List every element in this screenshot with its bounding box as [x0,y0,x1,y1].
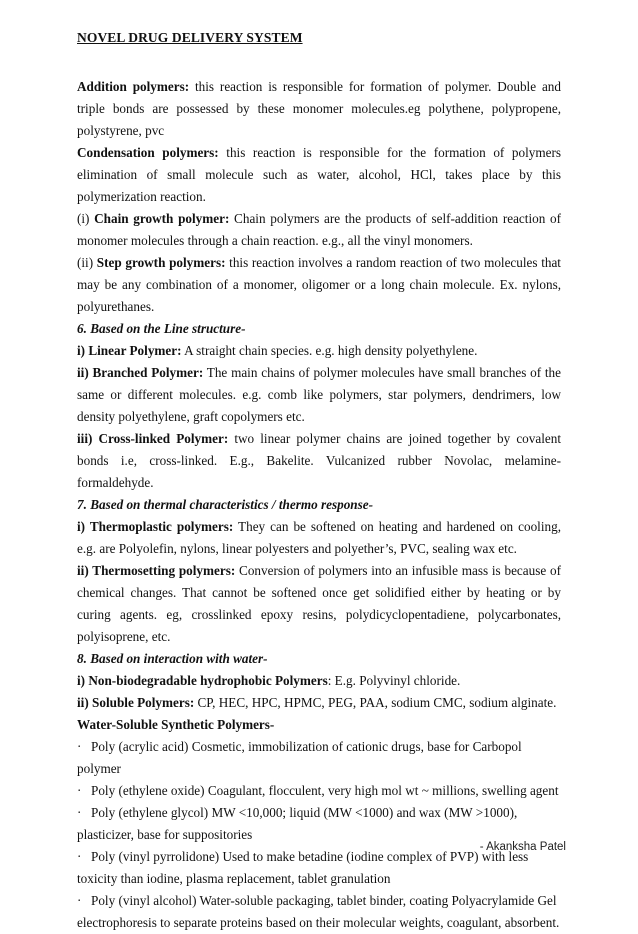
paragraph-step-growth [77,252,561,318]
paragraph-addition-polymers [77,76,561,142]
bullet-dot: · [77,783,82,798]
term-label: Condensation polymers: [77,145,219,160]
term-text: this reaction involves a random reaction of two molecules that may be any combination of a monomer, oligomer or a long chain molecule. Ex. nylons, polyurethanes. [77,255,561,314]
term-text: Conversion of polymers into an infusible mass is because of chemical changes. That cannot be softened once get solidified either by heating or by curing agents. eg, crosslinked epoxy resins, polydicyclopentadiene, polycarbonates, polyisoprene, etc. [77,563,561,644]
term-label: i) Linear Polymer: [77,343,182,358]
term-label: ii) Thermosetting polymers: [77,563,236,578]
term-text: A straight chain species. e.g. high density polyethylene. [181,343,478,358]
list-item-text: Poly (vinyl alcohol) Water-soluble packaging, tablet binder, coating Polyacrylamide Gel electrophoresis to separate proteins based on their molecular weights, coagulant, absorbent. [77,893,560,930]
paragraph-thermoplastic [77,516,561,560]
list-item-text: Poly (acrylic acid) Cosmetic, immobilization of cationic drugs, base for Carbopol polymer [77,739,522,776]
list-item [77,780,561,802]
list-item [77,802,561,846]
term-text: They can be softened on heating and hardened on cooling, e.g. are Polyolefin, nylons, linear polyesters and polyether’s, PVC, sealing wax etc. [77,519,561,556]
section-heading-8: 8. Based on interaction with water- [77,651,268,666]
list-item-text: Poly (ethylene oxide) Coagulant, flocculent, very high mol wt ~ millions, swelling agent [91,783,559,798]
term-label: iii) Cross-linked Polymer: [77,431,229,446]
term-label: Step growth polymers: [96,255,226,270]
term-text: this reaction is responsible for the formation of polymers elimination of small molecule such as water, alcohol, HCl, takes place by this polymerization reaction. [77,145,561,204]
term-text: this reaction is responsible for formation of polymer. Double and triple bonds are possessed by these monomer molecules.eg polythene, polypropene, polystyrene, pvc [77,79,561,138]
list-item-text: Poly (vinyl pyrrolidone) Used to make betadine (iodine complex of PVP) with less toxicity than iodine, plasma replacement, tablet granulation [77,849,529,886]
term-text: Chain polymers are the products of self-addition reaction of monomer molecules through a chain reaction. e.g., all the vinyl monomers. [77,211,561,248]
term-text: The main chains of polymer molecules have small branches of the same or different molecules. e.g. comb like polymers, star polymers, dendrimers, low density polyethylene, graft copolymers etc. [77,365,561,424]
list-item [77,890,561,934]
term-label: Chain growth polymer: [94,211,230,226]
bullet-dot: · [77,805,82,820]
paragraph-non-biodegradable [77,670,561,692]
paragraph-thermosetting [77,560,561,648]
paragraph-branched-polymer [77,362,561,428]
term-text: CP, HEC, HPC, HPMC, PEG, PAA, sodium CMC, sodium alginate. [194,695,557,710]
paragraph-chain-growth [77,208,561,252]
paragraph-soluble-polymers [77,692,561,714]
term-label: i) Thermoplastic polymers: [77,519,234,534]
item-prefix: (i) [77,211,95,226]
footer-author: - Akanksha Patel [479,841,566,853]
list-item-text: Poly (ethylene glycol) MW <10,000; liquid (MW <1000) and wax (MW >1000), plasticizer, base for suppositories [77,805,518,842]
item-prefix: (ii) [77,255,97,270]
page-header-title: NOVEL DRUG DELIVERY SYSTEM [77,30,303,45]
term-label: Addition polymers: [77,79,190,94]
document-body [77,76,561,934]
term-label: i) Non-biodegradable hydrophobic Polymers [77,673,328,688]
bullet-dot: · [77,893,82,908]
paragraph-linear-polymer [77,340,561,362]
list-item [77,736,561,780]
section-heading-6: 6. Based on the Line structure- [77,321,246,336]
subheading-water-soluble: Water-Soluble Synthetic Polymers- [77,717,275,732]
bullet-dot: · [77,739,82,754]
term-label: ii) Soluble Polymers: [77,695,195,710]
section-heading-7: 7. Based on thermal characteristics / thermo response- [77,497,373,512]
paragraph-condensation-polymers [77,142,561,208]
paragraph-crosslinked-polymer [77,428,561,494]
term-text: : E.g. Polyvinyl chloride. [327,673,461,688]
bullet-dot: · [77,849,82,864]
term-label: ii) Branched Polymer: [77,365,204,380]
term-text: two linear polymer chains are joined together by covalent bonds i.e, cross-linked. E.g., Bakelite. Vulcanized rubber Novolac, melamine-formaldehyde. [77,431,561,490]
